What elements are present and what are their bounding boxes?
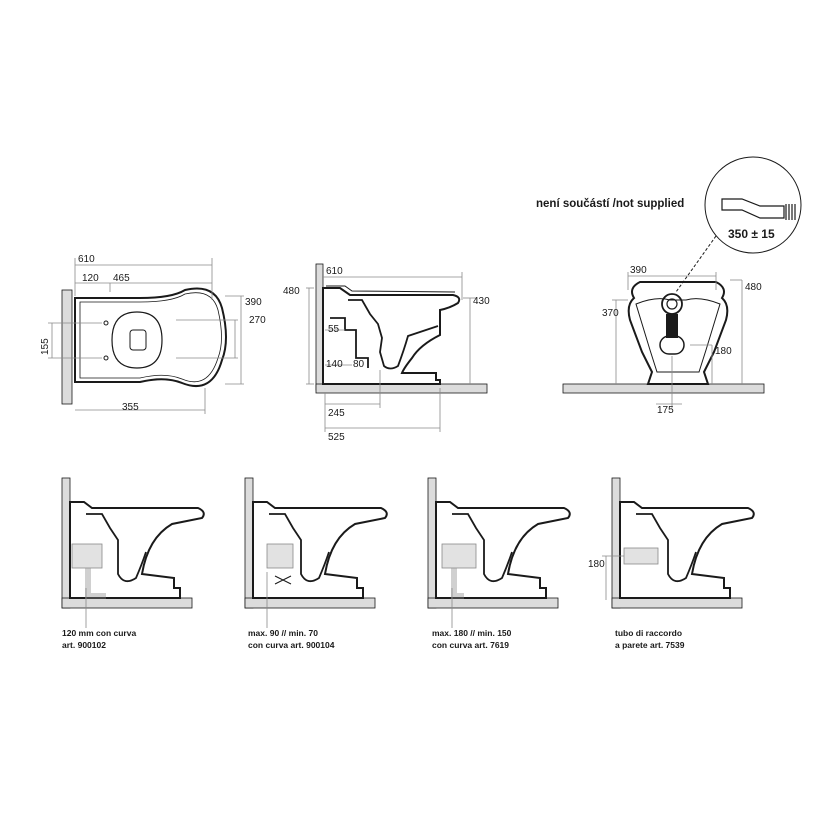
dim-390: 390	[245, 297, 262, 308]
side-view	[283, 264, 490, 443]
dim-355: 355	[122, 402, 139, 413]
connector-pipe	[267, 544, 293, 568]
dim-55: 55	[328, 324, 340, 335]
dim-610: 610	[326, 266, 343, 277]
connector-bend	[88, 568, 106, 596]
fixing-hole	[104, 321, 108, 325]
wall	[612, 478, 620, 608]
flush-hole	[130, 330, 146, 350]
dim-155: 155	[40, 338, 51, 355]
dim-480: 480	[283, 286, 300, 297]
variant-caption-line1: tubo di raccordo	[615, 628, 683, 638]
inlet-opening	[660, 336, 684, 354]
not-supplied-label: není součástí /not supplied	[536, 198, 685, 210]
bowl-inner-outline	[80, 293, 222, 382]
fixing-hole	[104, 356, 108, 360]
wall	[62, 478, 70, 608]
variant-caption-line2: con curva art. 900104	[248, 640, 335, 650]
pipe-tolerance: 350 ± 15	[728, 227, 775, 241]
dim-480: 480	[745, 282, 762, 293]
dim-270: 270	[249, 315, 266, 326]
dim-120: 120	[82, 273, 99, 284]
floor	[563, 384, 764, 393]
dim-80: 80	[353, 359, 365, 370]
dim-525: 525	[328, 432, 345, 443]
variant-max90-min70	[245, 478, 387, 628]
dim-390: 390	[630, 265, 647, 276]
dim-140: 140	[326, 359, 343, 370]
floor	[612, 598, 742, 608]
seat-opening	[112, 312, 162, 368]
scissors-icon	[275, 576, 291, 584]
front-view	[563, 265, 764, 416]
connector-pipe	[442, 544, 476, 568]
dim-610: 610	[78, 254, 95, 265]
variant-caption-line1: max. 90 // min. 70	[248, 628, 318, 638]
floor	[245, 598, 375, 608]
bowl-outline	[75, 288, 226, 386]
variant-caption-line1: 120 mm con curva	[62, 628, 137, 638]
wall	[62, 290, 72, 404]
column-bar	[666, 314, 678, 338]
variant-caption-line2: a parete art. 7539	[615, 640, 685, 650]
pipe-icon	[722, 199, 795, 220]
connector-pipe	[624, 548, 658, 564]
connector-bend	[454, 568, 464, 596]
variant-max180-min150	[428, 478, 570, 628]
dim-175: 175	[657, 405, 674, 416]
dim-465: 465	[113, 273, 130, 284]
floor	[62, 598, 192, 608]
variant-caption-line2: art. 900102	[62, 640, 106, 650]
dim-245: 245	[328, 408, 345, 419]
dim-370: 370	[602, 308, 619, 319]
dim-180: 180	[715, 346, 732, 357]
callout-leader	[676, 236, 716, 292]
top-view	[40, 254, 266, 414]
variant-120mm-curve	[62, 478, 204, 628]
floor	[428, 598, 558, 608]
connector-pipe	[72, 544, 102, 568]
variant-wall-connector	[588, 478, 754, 608]
dim-180: 180	[588, 559, 605, 570]
trap-line	[636, 514, 696, 581]
wall	[316, 264, 323, 390]
toilet-outline	[323, 288, 459, 384]
outlet-ring	[662, 294, 682, 314]
wall	[428, 478, 436, 608]
wall	[245, 478, 253, 608]
variant-caption-line1: max. 180 // min. 150	[432, 628, 512, 638]
variant-caption-line2: con curva art. 7619	[432, 640, 510, 650]
dim-430: 430	[473, 296, 490, 307]
floor	[316, 384, 487, 393]
